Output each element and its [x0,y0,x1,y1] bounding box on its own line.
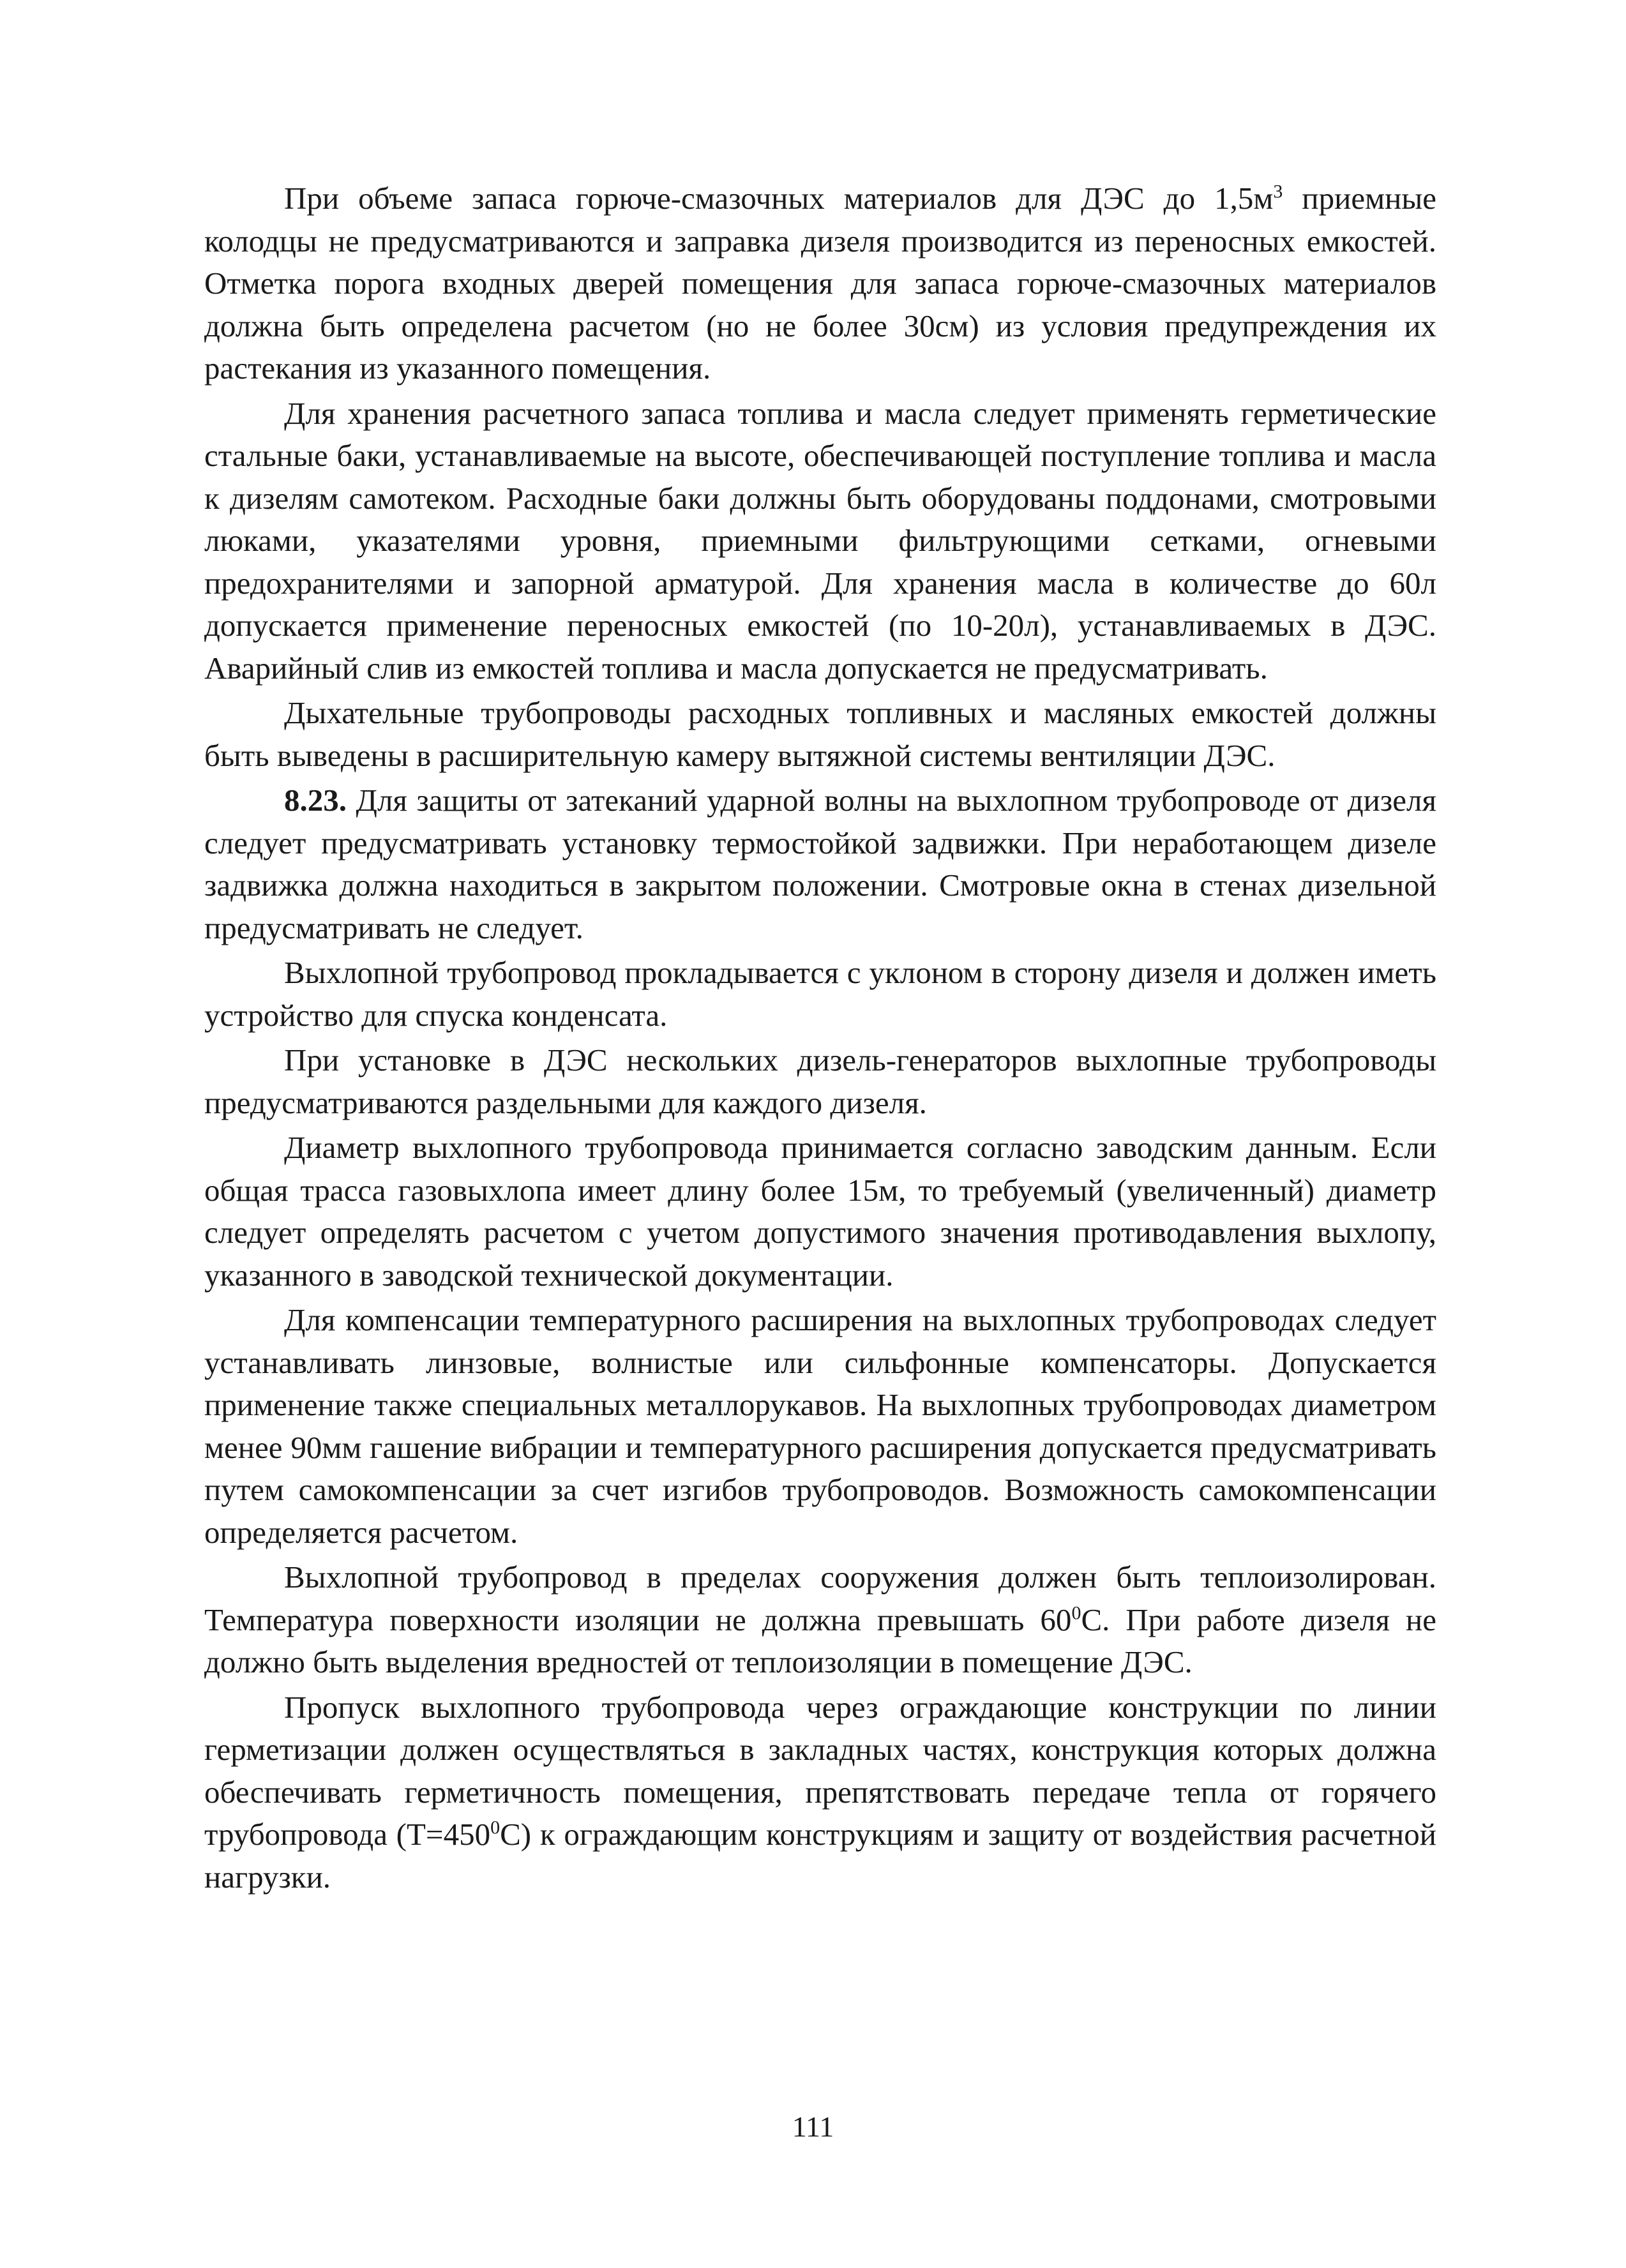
superscript: 0 [490,1817,501,1838]
page-number: 111 [792,2110,834,2143]
paragraph-pipe-penetration [204,1686,1436,1899]
paragraph-thermal-insulation [204,1556,1436,1684]
paragraph-text: Для хранения расчетного запаса топлива и масла следует применять герметические стальные баки, устанавливаемые на высоте, обеспечивающей поступление топлива и масла к дизелям самотеком. Расходные баки должны быть оборудованы поддонами, смотровыми люками, указателями уровня, приемными фильтрующими сетками, огневыми предохранителями и запорной арматурой. Для хранения масла в количестве до 60л допускается применение переносных емкостей (по 10-20л), устанавливаемых в ДЭС. Аварийный слив из емкостей топлива и масла допускается не предусматривать. [204,395,1436,686]
paragraph-text: приемные колодцы не предусматриваются и заправка дизеля производится из переносных емкостей. Отметка порога входных дверей помещения для запаса горюче-смазочных материалов должна быть определена расчетом (но не более 30см) из условия предупреждения их растекания из указанного помещения. [204,181,1436,386]
paragraph-separate-pipes [204,1039,1436,1124]
paragraph-breathing-pipes [204,692,1436,777]
paragraph-clause-8-23 [204,779,1436,949]
paragraph-text: Пропуск выхлопного трубопровода через ограждающие конструкции по линии герметизации должен осуществляться в закладных частях, конструкция которых должна обеспечивать герметичность помещения, препятствовать передаче тепла от горячего трубопровода (Т=450 [204,1689,1436,1852]
paragraph-text: Дыхательные трубопроводы расходных топливных и масляных емкостей должны быть выведены в расширительную камеру вытяжной системы вентиляции ДЭС. [204,695,1436,773]
paragraph-text: Выхлопной трубопровод прокладывается с уклоном в сторону дизеля и должен иметь устройство для спуска конденсата. [204,955,1436,1033]
paragraph-text: При установке в ДЭС нескольких дизель-генераторов выхлопные трубопроводы предусматриваются раздельными для каждого дизеля. [204,1042,1436,1120]
paragraph-text: Диаметр выхлопного трубопровода принимается согласно заводским данным. Если общая трасса газовыхлопа имеет длину более 15м, то требуемый (увеличенный) диаметр следует определять расчетом с учетом допустимого значения противодавления выхлопу, указанного в заводской технической документации. [204,1130,1436,1293]
paragraph-text: Для защиты от затеканий ударной волны на выхлопном трубопроводе от дизеля следует предусматривать установку термостойкой задвижки. При неработающем дизеле задвижка должна находиться в закрытом положении. Смотровые окна в стенах дизельной предусматривать не следует. [204,783,1436,945]
paragraph-text: С. При работе дизеля не должно быть выделения вредностей от теплоизоляции в помещение ДЭС. [204,1602,1436,1679]
clause-number: 8.23. [284,783,347,818]
paragraph-exhaust-slope [204,952,1436,1037]
paragraph-text: При объеме запаса горюче-смазочных материалов для ДЭС до 1,5м [284,181,1274,216]
paragraph-exhaust-diameter [204,1127,1436,1296]
paragraph-text: С) к ограждающим конструкциям и защиту от воздействия расчетной нагрузки. [204,1817,1437,1895]
paragraph-text: Выхлопной трубопровод в пределах сооружения должен быть теплоизолирован. Температура поверхности изоляции не должна превышать 60 [204,1559,1436,1637]
superscript: 0 [1071,1602,1081,1624]
superscript: 3 [1273,181,1283,202]
paragraph-text: Для компенсации температурного расширения на выхлопных трубопроводах следует устанавливать линзовые, волнистые или сильфонные компенсаторы. Допускается применение также специальных металлорукавов. На выхлопных трубопроводах диаметром менее 90мм гашение вибрации и температурного расширения допускается предусматривать путем самокомпенсации за счет изгибов трубопроводов. Возможность самокомпенсации определяется расчетом. [204,1302,1436,1550]
document-body [204,177,1436,1901]
paragraph-fuel-tanks [204,393,1436,690]
paragraph-compensators [204,1299,1436,1554]
paragraph-fuel-storage-volume [204,177,1436,390]
